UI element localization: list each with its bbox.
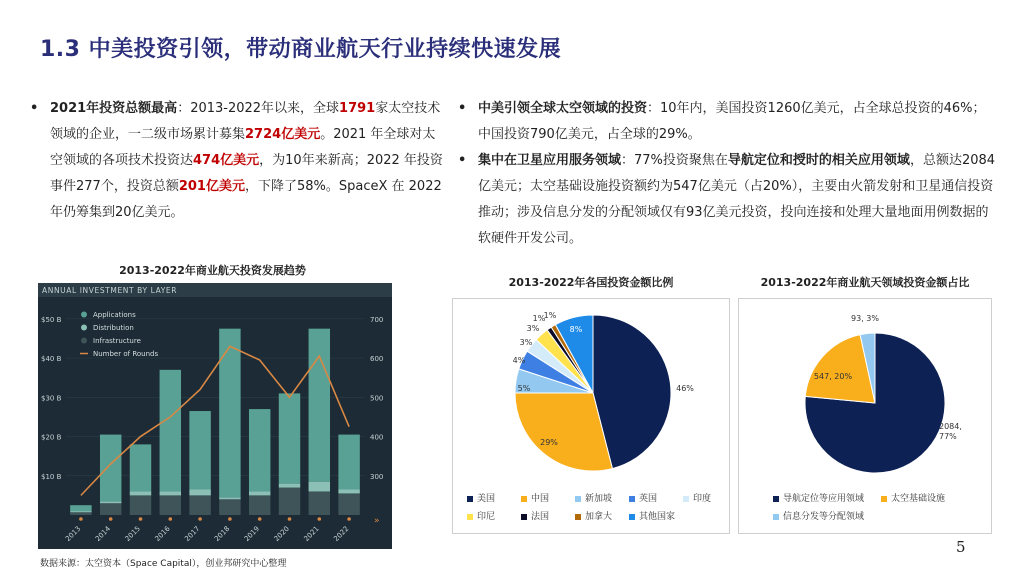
legend-swatch — [575, 496, 581, 502]
chart-caption-trend: 2013-2022年商业航天投资发展趋势 — [119, 264, 306, 277]
pie-data-label: 29% — [540, 438, 558, 447]
legend-swatch — [575, 514, 581, 520]
legend-label: Number of Rounds — [93, 350, 159, 358]
highlight-2022-investment: 201亿美元 — [178, 179, 245, 194]
bar-distribution — [279, 484, 300, 488]
right-bullets — [456, 96, 996, 252]
legend-swatch — [629, 496, 635, 502]
legend-swatch — [467, 514, 473, 520]
bullet-text: 。2021 年全球对太空领域的各项技术投资达 — [50, 127, 436, 168]
highlight-total-raised: 2724亿美元 — [245, 127, 321, 142]
pie-data-label: 5% — [517, 384, 531, 393]
bar-distribution — [219, 497, 240, 499]
bullet-lead: 中美引领全球太空领域的投资 — [478, 101, 648, 116]
legend-label: 加拿大 — [585, 512, 613, 522]
legend-label: 美国 — [477, 494, 496, 504]
page-title: 1.3 中美投资引领，带动商业航天行业持续快速发展 — [40, 37, 562, 62]
legend-item — [629, 491, 657, 504]
bar-infrastructure — [309, 491, 330, 515]
legend-label: 其他国家 — [639, 512, 676, 522]
bar-distribution — [160, 491, 181, 495]
x-tick-label: 2020 — [272, 524, 291, 544]
pie-data-label: 4% — [512, 356, 526, 365]
pie-data-label: 547, 20% — [813, 372, 853, 381]
bullet-us-china — [456, 96, 996, 148]
baseline-dot — [258, 517, 262, 521]
legend-label: 导航定位等应用领域 — [783, 494, 865, 504]
pie-data-label: 77% — [939, 432, 957, 441]
bar-infrastructure — [189, 495, 210, 515]
pie-data-label: 2084, — [939, 422, 962, 431]
legend-item — [467, 509, 495, 522]
page-number: 5 — [956, 538, 966, 556]
legend-item — [467, 491, 495, 504]
legend-item — [521, 509, 549, 522]
x-tick-label: 2017 — [183, 524, 202, 544]
legend-swatch — [773, 514, 779, 520]
bullet-text: ：10年内，美国投资1260亿美元，占全球总投资的46%；中国投资790亿美元，占全球的29%。 — [478, 101, 986, 142]
baseline-dot — [79, 517, 83, 521]
y-left-tick-label: $30 B — [41, 394, 62, 403]
bar-infrastructure — [338, 493, 359, 515]
bar-distribution — [100, 501, 121, 503]
investment-trend-svg — [38, 283, 392, 549]
legend-swatch — [629, 514, 635, 520]
pie-data-label: 8% — [569, 325, 583, 334]
baseline-dot — [198, 517, 202, 521]
legend-swatch — [773, 496, 779, 502]
bullet-text: ，为10年来新高；2022 年投资事件277个，投资总额 — [50, 153, 443, 194]
legend-label: Distribution — [93, 324, 134, 332]
legend-item — [773, 491, 864, 504]
pie-data-label: 3% — [526, 324, 540, 333]
baseline-dot — [109, 517, 113, 521]
bullet-text: ：2013-2022年以来，全球 — [177, 101, 340, 116]
country-pie-panel — [452, 298, 730, 534]
field-pie-panel — [738, 298, 992, 534]
legend-label: 信息分发等分配领域 — [783, 512, 865, 522]
bar-infrastructure — [100, 503, 121, 515]
y-right-tick-label: 300 — [370, 472, 384, 481]
y-left-tick-label: $10 B — [41, 472, 62, 481]
baseline-dot — [318, 517, 322, 521]
bar-distribution — [249, 491, 270, 495]
legend-label: 印尼 — [477, 512, 496, 522]
legend-swatch — [881, 496, 887, 502]
baseline-dot — [228, 517, 232, 521]
legend-item — [683, 491, 711, 504]
legend-item — [575, 491, 612, 504]
legend-item — [575, 509, 612, 522]
country-pie-legend — [453, 299, 729, 533]
pie-data-label: 1% — [532, 314, 546, 323]
bar-applications — [219, 329, 240, 498]
legend-swatch — [683, 496, 689, 502]
bar-infrastructure — [130, 495, 151, 515]
bar-applications — [249, 409, 270, 491]
legend-item — [521, 491, 549, 504]
legend-swatch — [521, 496, 527, 502]
bar-distribution — [130, 491, 151, 495]
legend-marker — [81, 312, 87, 318]
baseline-dot — [169, 517, 173, 521]
highlight-2021-investment: 474亿美元 — [193, 153, 260, 168]
bar-infrastructure — [249, 495, 270, 515]
bar-applications — [70, 505, 91, 511]
chart-caption-field: 2013-2022年商业航天领域投资金额占比 — [760, 276, 970, 289]
legend-label: Infrastructure — [93, 337, 141, 345]
pie-data-label: 1% — [543, 311, 557, 320]
bar-applications — [309, 329, 330, 482]
bar-applications — [338, 435, 359, 490]
bar-infrastructure — [70, 512, 91, 515]
chart-caption-country: 2013-2022年各国投资金额比例 — [508, 276, 674, 289]
bullet-total-investment — [28, 96, 448, 226]
bar-distribution — [338, 490, 359, 494]
investment-trend-chart — [38, 283, 392, 549]
legend-swatch — [467, 496, 473, 502]
bar-applications — [279, 393, 300, 483]
pie-data-label: 3% — [519, 338, 533, 347]
y-left-tick-label: $20 B — [41, 433, 62, 442]
bar-distribution — [70, 511, 91, 512]
y-right-tick-label: 400 — [370, 433, 384, 442]
baseline-dot — [347, 517, 351, 521]
legend-marker — [81, 338, 87, 344]
x-tick-label: 2015 — [123, 524, 142, 544]
x-tick-label: 2022 — [332, 524, 351, 544]
bar-distribution — [189, 490, 210, 496]
bullet-bold-text: 导航定位和授时的相关应用领域 — [727, 153, 910, 168]
y-right-tick-label: 500 — [370, 394, 384, 403]
pie-data-label: 93, 3% — [851, 314, 879, 323]
highlight-companies: 1791 — [339, 101, 376, 116]
y-left-tick-label: $40 B — [41, 355, 62, 364]
bullet-lead: 集中在卫星应用服务领域 — [478, 153, 622, 168]
legend-label: 法国 — [531, 512, 550, 522]
legend-label: 太空基础设施 — [891, 494, 946, 504]
bar-distribution — [309, 482, 330, 492]
data-source: 数据来源：太空资本（Space Capital），创业邦研究中心整理 — [40, 559, 287, 569]
legend-marker — [81, 325, 87, 331]
x-tick-label: 2019 — [242, 524, 262, 544]
bullet-satellite-apps — [456, 148, 996, 252]
baseline-dot — [288, 517, 292, 521]
y-right-tick-label: 600 — [370, 355, 384, 364]
bar-applications — [189, 411, 210, 489]
x-tick-label: 2016 — [153, 524, 172, 544]
bar-infrastructure — [219, 499, 240, 515]
x-tick-label: 2014 — [93, 524, 113, 544]
x-tick-label: 2013 — [64, 524, 83, 544]
bullet-text: 家太空技术领域的企业，一二级市场累计募集 — [50, 101, 441, 142]
legend-label: 新加坡 — [585, 494, 613, 504]
bar-applications — [100, 435, 121, 502]
baseline-dot — [139, 517, 143, 521]
more-arrow: » — [374, 516, 380, 526]
bar-infrastructure — [160, 495, 181, 515]
bullet-lead: 2021年投资总额最高 — [50, 101, 178, 116]
bullet-text: ，总额达2084亿美元；太空基础设施投资额约为547亿美元（占20%），主要由火箭发射和卫星通信投资推动；涉及信息分发的分配领域仅有93亿美元投资，投向连接和处理大量地面用例数据的软硬件开发公司。 — [478, 153, 996, 246]
bar-applications — [160, 370, 181, 492]
legend-item — [881, 491, 945, 504]
legend-item — [629, 509, 675, 522]
bar-infrastructure — [279, 488, 300, 515]
legend-item — [773, 509, 864, 522]
legend-label: Applications — [93, 311, 136, 319]
legend-swatch — [521, 514, 527, 520]
y-left-tick-label: $50 B — [41, 315, 62, 324]
field-pie-legend — [739, 299, 991, 533]
bar-applications — [130, 444, 151, 491]
bullet-text: ，下降了58%。SpaceX 在 2022 年仍筹集到20亿美元。 — [50, 179, 442, 220]
x-tick-label: 2018 — [213, 524, 232, 544]
legend-label: 英国 — [639, 494, 658, 504]
legend-label: 中国 — [531, 494, 550, 504]
x-tick-label: 2021 — [302, 524, 321, 544]
pie-data-label: 46% — [676, 384, 694, 393]
legend-label: 印度 — [693, 494, 712, 504]
chart-header-text: ANNUAL INVESTMENT BY LAYER — [42, 286, 178, 295]
y-right-tick-label: 700 — [370, 315, 384, 324]
left-bullets — [28, 96, 448, 226]
bullet-text: ：77%投资聚焦在 — [621, 153, 728, 168]
